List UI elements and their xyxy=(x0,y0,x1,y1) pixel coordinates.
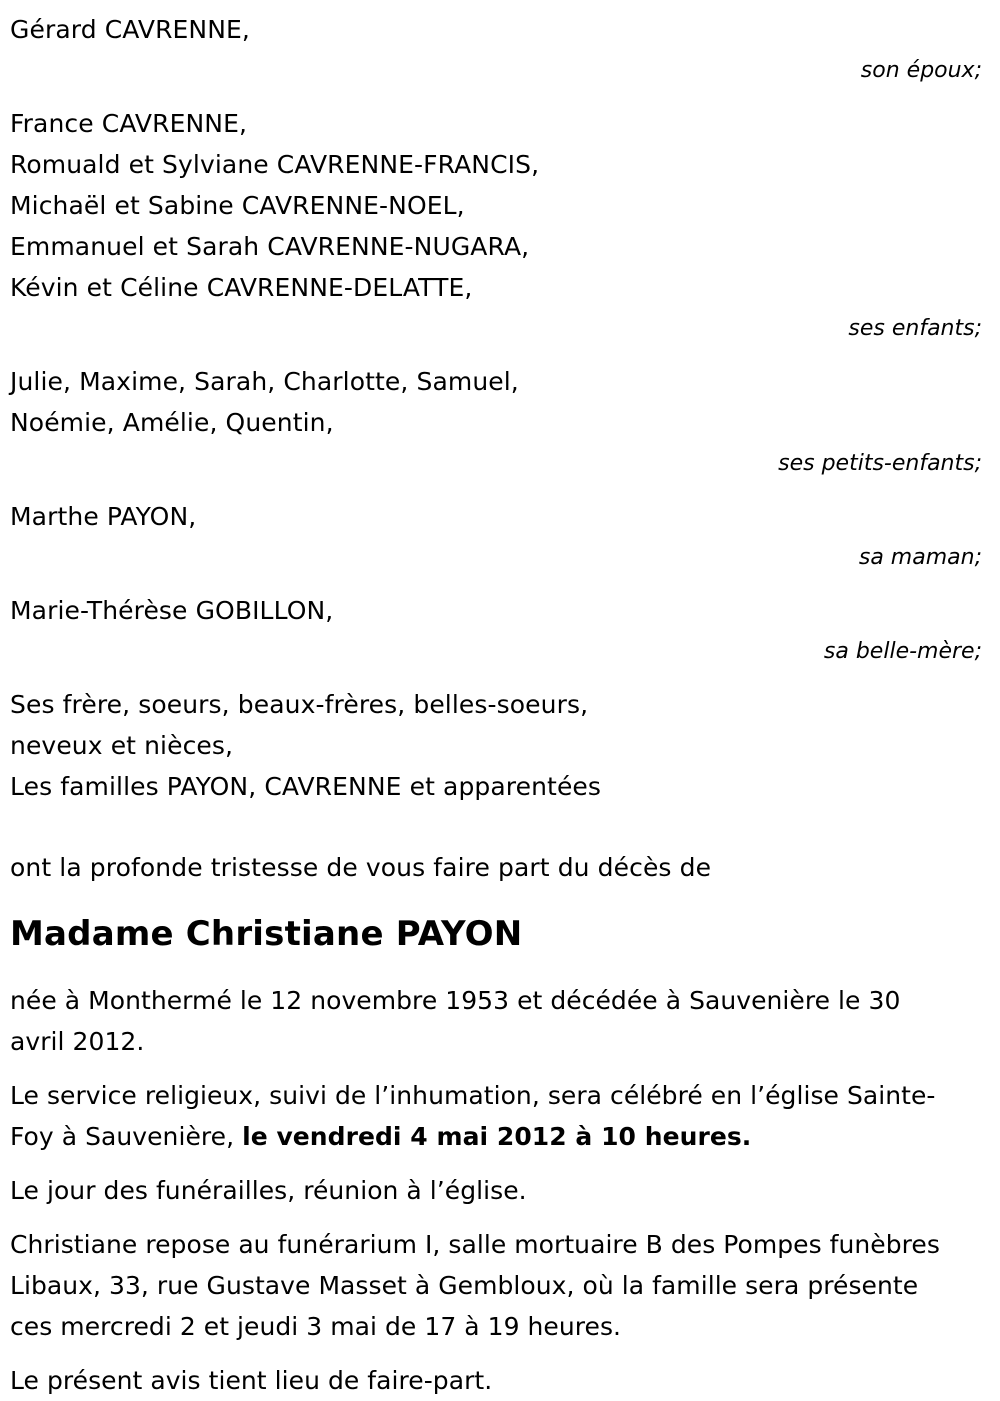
spacer xyxy=(10,1157,990,1170)
survivor-name: Emmanuel et Sarah CAVRENNE-NUGARA, xyxy=(10,232,530,261)
spacer xyxy=(10,349,990,361)
survivor-group-mother xyxy=(10,496,990,578)
spacer xyxy=(10,578,990,590)
relation-label-mother-in-law: sa belle-mère; xyxy=(823,639,982,664)
spacer xyxy=(10,484,990,496)
top-spacer xyxy=(10,0,990,9)
spacer xyxy=(10,1211,990,1224)
closing-statement: Le présent avis tient lieu de faire-part. xyxy=(10,1366,493,1395)
survivor-name: Romuald et Sylviane CAVRENNE-FRANCIS, xyxy=(10,150,540,179)
spacer xyxy=(10,91,990,103)
repose-location-details: Christiane repose au funérarium I, salle mortuaire B des Pompes funèbres Libaux, 33, rue Gustave Masset à Gembloux, où la famille sera présente ces mercredi 2 et jeudi 3 mai de 17 à 19 heures. xyxy=(10,1230,940,1341)
survivor-group-mother-in-law xyxy=(10,590,990,672)
birth-death-details: née à Monthermé le 12 novembre 1953 et décédée à Sauvenière le 30 avril 2012. xyxy=(10,986,901,1056)
survivor-name: Marthe PAYON, xyxy=(10,502,197,531)
survivor-group-extended-family xyxy=(10,684,990,807)
survivor-name: Ses frère, soeurs, beaux-frères, belles-soeurs, xyxy=(10,690,589,719)
spacer xyxy=(10,888,990,912)
survivor-name: Julie, Maxime, Sarah, Charlotte, Samuel, xyxy=(10,367,519,396)
survivor-name: Noémie, Amélie, Quentin, xyxy=(10,408,334,437)
relation-label-grandchildren: ses petits-enfants; xyxy=(778,451,982,476)
survivor-name: neveux et nièces, xyxy=(10,731,234,760)
relation-label-spouse: son époux; xyxy=(860,58,982,83)
announcement-lead-in: ont la profonde tristesse de vous faire part du décès de xyxy=(10,853,712,882)
relation-label-mother: sa maman; xyxy=(858,545,982,570)
gathering-details: Le jour des funérailles, réunion à l’église. xyxy=(10,1176,527,1205)
survivor-group-spouse xyxy=(10,9,990,91)
spacer xyxy=(10,956,990,980)
religious-service-details xyxy=(10,1075,960,1157)
spacer xyxy=(10,1062,990,1075)
survivor-name: Les familles PAYON, CAVRENNE et apparentées xyxy=(10,772,602,801)
survivor-name: Gérard CAVRENNE, xyxy=(10,15,250,44)
survivor-name: France CAVRENNE, xyxy=(10,109,248,138)
spacer xyxy=(10,807,990,847)
spacer xyxy=(10,672,990,684)
survivor-group-children xyxy=(10,103,990,349)
relation-label-children: ses enfants; xyxy=(848,316,982,341)
deceased-name: Madame Christiane PAYON xyxy=(10,914,523,954)
service-text: Le service religieux, suivi de l’inhumation, sera célébré en l’église Sainte-Foy à Sauvenière, xyxy=(10,1081,936,1151)
survivor-name: Michaël et Sabine CAVRENNE-NOEL, xyxy=(10,191,465,220)
service-datetime: le vendredi 4 mai 2012 à 10 heures. xyxy=(242,1122,752,1151)
spacer xyxy=(10,1347,990,1360)
survivor-name: Marie-Thérèse GOBILLON, xyxy=(10,596,334,625)
survivor-group-grandchildren xyxy=(10,361,990,484)
survivor-name: Kévin et Céline CAVRENNE-DELATTE, xyxy=(10,273,473,302)
